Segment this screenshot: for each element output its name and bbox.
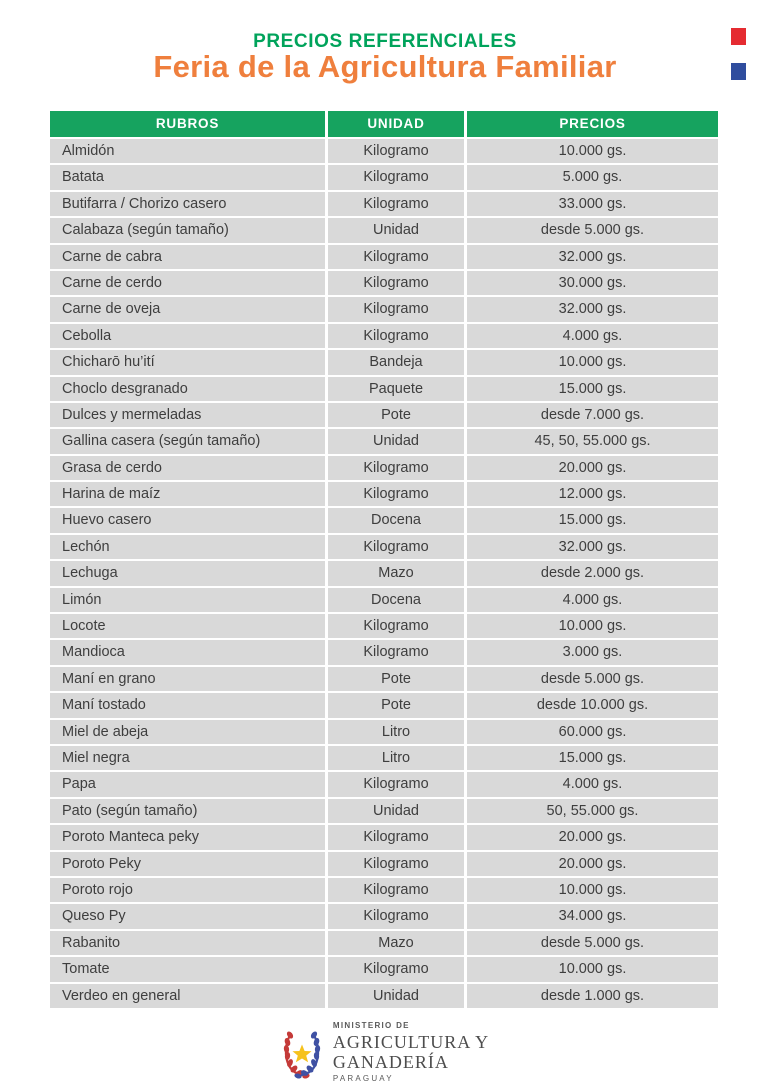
unidad-cell: Kilogramo (328, 271, 464, 295)
logo-line-paraguay: PARAGUAY (332, 1074, 394, 1083)
unidad-cell: Docena (328, 508, 464, 532)
rubro-cell: Cebolla (50, 324, 325, 348)
precio-cell: 5.000 gs. (467, 165, 718, 189)
unidad-cell: Pote (328, 693, 464, 717)
rubro-cell: Harina de maíz (50, 482, 325, 506)
precio-cell: 60.000 gs. (467, 720, 718, 744)
rubro-cell: Butifarra / Chorizo casero (50, 192, 325, 216)
unidad-cell: Kilogramo (328, 245, 464, 269)
rubro-cell: Locote (50, 614, 325, 638)
rubro-cell: Choclo desgranado (50, 377, 325, 401)
table-row (50, 746, 718, 770)
flag-blue-square-icon (731, 63, 746, 80)
precio-cell: 10.000 gs. (467, 614, 718, 638)
table-row (50, 614, 718, 638)
table-body (50, 139, 718, 1008)
unidad-cell: Litro (328, 720, 464, 744)
table-row (50, 377, 718, 401)
table-row (50, 139, 718, 163)
unidad-cell: Kilogramo (328, 192, 464, 216)
precio-cell: 15.000 gs. (467, 508, 718, 532)
precio-cell: 30.000 gs. (467, 271, 718, 295)
ministry-logo (0, 1022, 770, 1083)
table-row (50, 561, 718, 585)
precio-cell: 34.000 gs. (467, 904, 718, 928)
table-row (50, 508, 718, 532)
page-title: Feria de la Agricultura Familiar (153, 49, 617, 84)
unidad-cell: Kilogramo (328, 825, 464, 849)
precio-cell: 32.000 gs. (467, 245, 718, 269)
table-row (50, 640, 718, 664)
table-row (50, 324, 718, 348)
column-header-precios: PRECIOS (467, 111, 718, 137)
precio-cell: desde 2.000 gs. (467, 561, 718, 585)
unidad-cell: Pote (328, 667, 464, 691)
unidad-cell: Kilogramo (328, 324, 464, 348)
rubro-cell: Miel negra (50, 746, 325, 770)
table-row (50, 297, 718, 321)
precio-cell: 32.000 gs. (467, 535, 718, 559)
unidad-cell: Unidad (328, 799, 464, 823)
rubro-cell: Carne de cerdo (50, 271, 325, 295)
unidad-cell: Kilogramo (328, 165, 464, 189)
precio-cell: 3.000 gs. (467, 640, 718, 664)
rubro-cell: Maní tostado (50, 693, 325, 717)
table-row (50, 192, 718, 216)
unidad-cell: Kilogramo (328, 297, 464, 321)
table-row (50, 825, 718, 849)
column-header-rubros: RUBROS (50, 111, 325, 137)
precio-cell: 10.000 gs. (467, 350, 718, 374)
rubro-cell: Calabaza (según tamaño) (50, 218, 325, 242)
table-row (50, 984, 718, 1008)
unidad-cell: Kilogramo (328, 535, 464, 559)
unidad-cell: Kilogramo (328, 456, 464, 480)
table-row (50, 350, 718, 374)
precio-cell: 20.000 gs. (467, 456, 718, 480)
precio-cell: 33.000 gs. (467, 192, 718, 216)
rubro-cell: Poroto Manteca peky (50, 825, 325, 849)
rubro-cell: Carne de cabra (50, 245, 325, 269)
rubro-cell: Poroto rojo (50, 878, 325, 902)
precio-cell: 4.000 gs. (467, 772, 718, 796)
rubro-cell: Limón (50, 588, 325, 612)
table-row (50, 720, 718, 744)
precio-cell: desde 1.000 gs. (467, 984, 718, 1008)
table-row (50, 245, 718, 269)
precio-cell: 20.000 gs. (467, 825, 718, 849)
unidad-cell: Kilogramo (328, 482, 464, 506)
unidad-cell: Bandeja (328, 350, 464, 374)
rubro-cell: Gallina casera (según tamaño) (50, 429, 325, 453)
rubro-cell: Mandioca (50, 640, 325, 664)
star-icon (292, 1044, 311, 1062)
table-row (50, 667, 718, 691)
precio-cell: desde 10.000 gs. (467, 693, 718, 717)
precio-cell: 10.000 gs. (467, 139, 718, 163)
table-row (50, 482, 718, 506)
table-row (50, 271, 718, 295)
table-row (50, 799, 718, 823)
unidad-cell: Mazo (328, 931, 464, 955)
table-row (50, 878, 718, 902)
rubro-cell: Batata (50, 165, 325, 189)
table-row (50, 403, 718, 427)
price-table (50, 111, 718, 1010)
logo-line-ganaderia: GANADERÍA (332, 1052, 449, 1072)
unidad-cell: Docena (328, 588, 464, 612)
precio-cell: 32.000 gs. (467, 297, 718, 321)
precio-cell: 50, 55.000 gs. (467, 799, 718, 823)
logo-line-ministerio: MINISTERIO DE (332, 1021, 410, 1030)
rubro-cell: Tomate (50, 957, 325, 981)
rubro-cell: Queso Py (50, 904, 325, 928)
rubro-cell: Grasa de cerdo (50, 456, 325, 480)
unidad-cell: Litro (328, 746, 464, 770)
table-row (50, 535, 718, 559)
table-header-row (50, 111, 718, 137)
unidad-cell: Unidad (328, 429, 464, 453)
column-header-unidad: UNIDAD (328, 111, 464, 137)
table-row (50, 165, 718, 189)
unidad-cell: Kilogramo (328, 957, 464, 981)
flag-red-square-icon (731, 28, 746, 45)
rubro-cell: Huevo casero (50, 508, 325, 532)
table-row (50, 904, 718, 928)
table-row (50, 772, 718, 796)
unidad-cell: Kilogramo (328, 878, 464, 902)
page-supertitle: PRECIOS REFERENCIALES (253, 31, 517, 52)
precio-cell: desde 7.000 gs. (467, 403, 718, 427)
precio-cell: desde 5.000 gs. (467, 218, 718, 242)
unidad-cell: Mazo (328, 561, 464, 585)
rubro-cell: Dulces y mermeladas (50, 403, 325, 427)
table-row (50, 852, 718, 876)
rubro-cell: Maní en grano (50, 667, 325, 691)
precio-cell: 10.000 gs. (467, 878, 718, 902)
precio-cell: 4.000 gs. (467, 588, 718, 612)
rubro-cell: Rabanito (50, 931, 325, 955)
table-row (50, 456, 718, 480)
precio-cell: 4.000 gs. (467, 324, 718, 348)
table-row (50, 429, 718, 453)
table-row (50, 931, 718, 955)
precio-cell: 20.000 gs. (467, 852, 718, 876)
unidad-cell: Unidad (328, 984, 464, 1008)
table-row (50, 588, 718, 612)
precio-cell: 15.000 gs. (467, 746, 718, 770)
precio-cell: 12.000 gs. (467, 482, 718, 506)
rubro-cell: Poroto Peky (50, 852, 325, 876)
logo-line-agricultura: AGRICULTURA Y (332, 1032, 490, 1052)
laurel-wreath-icon (281, 1027, 323, 1079)
unidad-cell: Unidad (328, 218, 464, 242)
rubro-cell: Carne de oveja (50, 297, 325, 321)
rubro-cell: Verdeo en general (50, 984, 325, 1008)
table-row (50, 957, 718, 981)
unidad-cell: Kilogramo (328, 640, 464, 664)
rubro-cell: Lechuga (50, 561, 325, 585)
precio-cell: 15.000 gs. (467, 377, 718, 401)
rubro-cell: Miel de abeja (50, 720, 325, 744)
precio-cell: 10.000 gs. (467, 957, 718, 981)
rubro-cell: Almidón (50, 139, 325, 163)
rubro-cell: Papa (50, 772, 325, 796)
ministry-logo-text (333, 1022, 489, 1083)
unidad-cell: Kilogramo (328, 772, 464, 796)
unidad-cell: Pote (328, 403, 464, 427)
precio-cell: desde 5.000 gs. (467, 931, 718, 955)
rubro-cell: Chicharō hu’ití (50, 350, 325, 374)
table-row (50, 693, 718, 717)
precio-cell: 45, 50, 55.000 gs. (467, 429, 718, 453)
unidad-cell: Kilogramo (328, 139, 464, 163)
unidad-cell: Paquete (328, 377, 464, 401)
table-row (50, 218, 718, 242)
unidad-cell: Kilogramo (328, 904, 464, 928)
precio-cell: desde 5.000 gs. (467, 667, 718, 691)
rubro-cell: Pato (según tamaño) (50, 799, 325, 823)
unidad-cell: Kilogramo (328, 614, 464, 638)
unidad-cell: Kilogramo (328, 852, 464, 876)
rubro-cell: Lechón (50, 535, 325, 559)
